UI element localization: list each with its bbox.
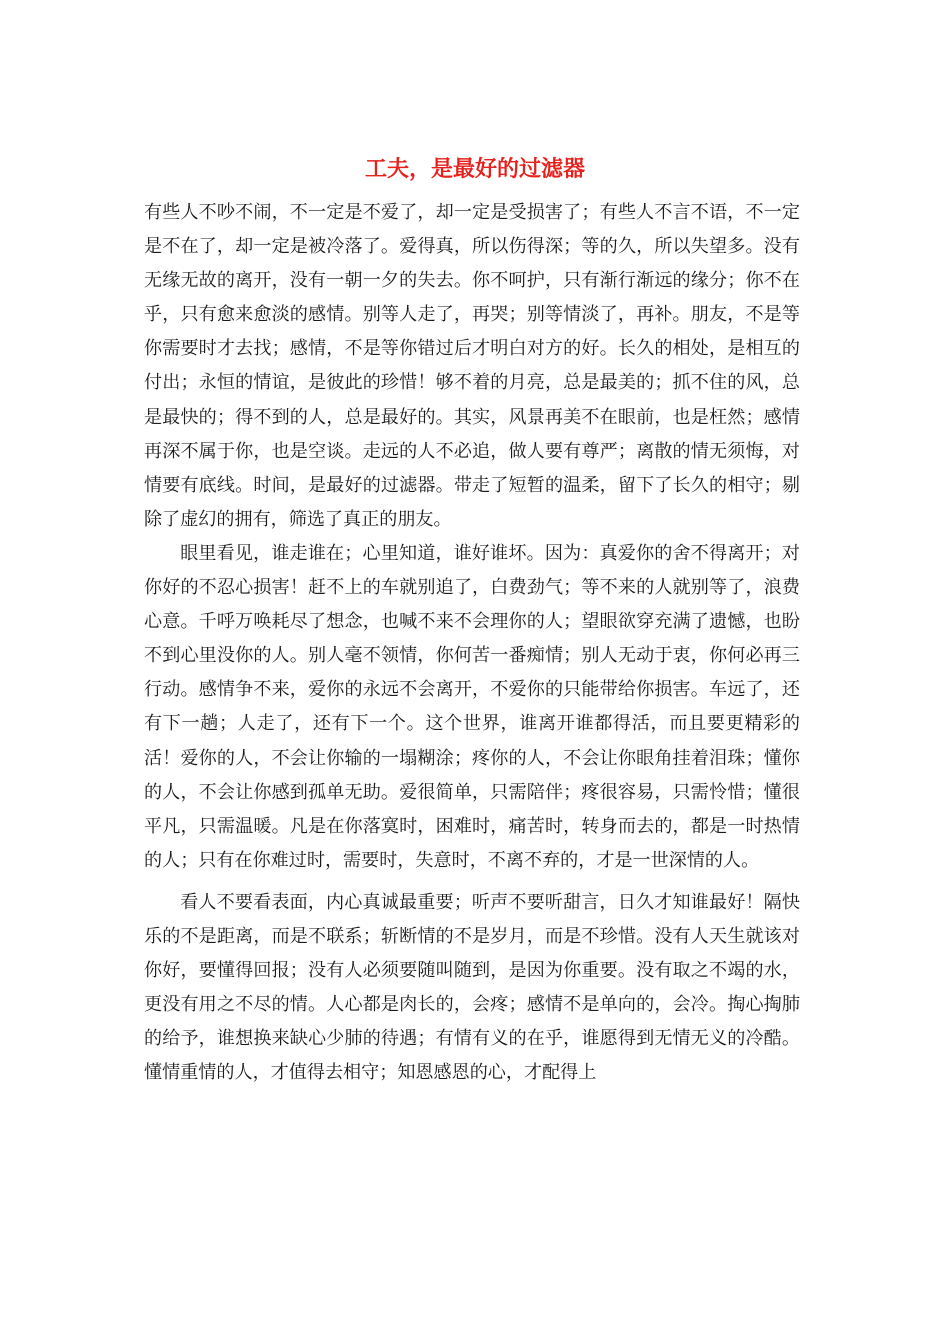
document-title: 工夫，是最好的过滤器 <box>364 156 585 182</box>
paragraph-3: 看人不要看表面，内心真诚最重要；听声不要听甜言，日久才知谁最好！隔快乐的不是距离，而是不联系；斩断情的不是岁月，而是不珍惜。没有人天生就该对你好，要懂得回报；没有人必须要随叫随到，是因为你重要。没有取之不竭的水，更没有用之不尽的情。人心都是肉长的，会疼；感情不是单向的，会冷。掏心掏肺的给予，谁想换来缺心少肺的待遇；有情有义的在乎，谁愿得到无情无义的冷酷。懂情重情的人，才值得去相守；知恩感恩的心，才配得上 <box>144 891 800 1084</box>
document-body <box>144 196 800 1090</box>
paragraph-2: 眼里看见，谁走谁在；心里知道，谁好谁坏。因为：真爱你的舍不得离开；对你好的不忍心损害！赶不上的车就别追了，白费劲气；等不来的人就别等了，浪费心意。千呼万唤耗尽了想念，也喊不来不会理你的人；望眼欲穿充满了遗憾，也盼不到心里没你的人。别人毫不领情，你何苦一番痴情；别人无动于衷，你何必再三行动。感情争不来，爱你的永远不会离开，不爱你的只能带给你损害。车远了，还有下一趟；人走了，还有下一个。这个世界，谁离开谁都得活，而且要更精彩的活！爱你的人，不会让你输的一塌糊涂；疼你的人，不会让你眼角挂着泪珠；懂你的人，不会让你感到孤单无助。爱很简单，只需陪伴；疼很容易，只需怜惜；懂很平凡，只需温暖。凡是在你落寞时，困难时，痛苦时，转身而去的，都是一时热情的人；只有在你难过时，需要时，失意时，不离不弃的，才是一世深情的人。 <box>144 542 800 871</box>
paragraph-1: 有些人不吵不闹，不一定是不爱了，却一定是受损害了；有些人不言不语，不一定是不在了，却一定是被冷落了。爱得真，所以伤得深；等的久，所以失望多。没有无缘无故的离开，没有一朝一夕的失去。你不呵护，只有渐行渐远的缘分；你不在乎，只有愈来愈淡的感情。别等人走了，再哭；别等情淡了，再补。朋友，不是等你需要时才去找；感情，不是等你错过后才明白对方的好。长久的相处，是相互的付出；永恒的情谊，是彼此的珍惜！够不着的月亮，总是最美的；抓不住的风，总是最快的；得不到的人，总是最好的。其实，风景再美不在眼前，也是枉然；感情再深不属于你，也是空谈。走远的人不必追，做人要有尊严；离散的情无须悔，对情要有底线。时间，是最好的过滤器。带走了短暂的温柔，留下了长久的相守；剔除了虚幻的拥有，筛选了真正的朋友。 <box>144 202 800 530</box>
